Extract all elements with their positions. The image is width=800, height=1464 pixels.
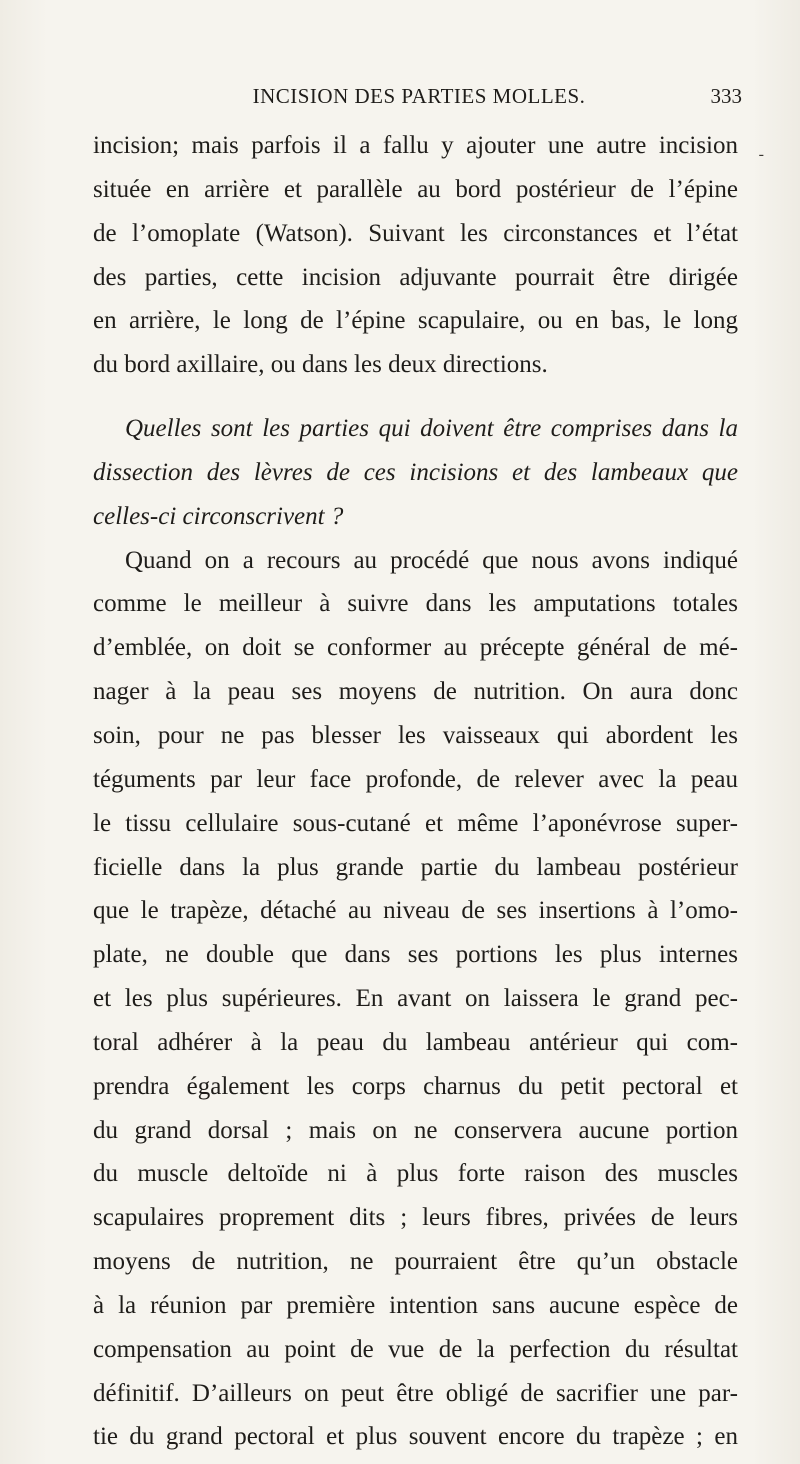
text-line: comme le meilleur à suivre dans les amputations totales xyxy=(93,590,738,618)
paragraph-continuation xyxy=(93,124,738,387)
text-line: du grand dorsal ; mais on ne conservera aucune portion xyxy=(93,1116,738,1144)
page-number: 333 xyxy=(710,84,742,108)
text-line: moyens de nutrition, ne pourraient être qu’un obstacle xyxy=(93,1248,738,1276)
body-text xyxy=(93,124,738,1459)
question-line: dissection des lèvres de ces incisions et des lambeaux que xyxy=(93,458,738,486)
question-heading xyxy=(93,407,738,539)
text-line: d’emblée, on doit se conformer au précepte général de mé- xyxy=(93,634,738,662)
text-line: prendra également les corps charnus du petit pectoral et xyxy=(93,1072,738,1100)
paragraph-gap xyxy=(93,387,738,407)
text-line: le tissu cellulaire sous-cutané et même l’aponévrose super- xyxy=(93,809,738,837)
text-line: téguments par leur face profonde, de relever avec la peau xyxy=(93,765,738,793)
text-line: du muscle deltoïde ni à plus forte raison des muscles xyxy=(93,1160,738,1188)
text-line: Quand on a recours au procédé que nous avons indiqué xyxy=(125,546,738,574)
running-title: INCISION DES PARTIES MOLLES. xyxy=(252,84,586,108)
text-line: scapulaires proprement dits ; leurs fibres, privées de leurs xyxy=(93,1204,738,1232)
margin-mark: - xyxy=(758,146,764,163)
text-line: en arrière, le long de l’épine scapulaire, ou en bas, le long xyxy=(93,307,738,335)
text-line: que le trapèze, détaché au niveau de ses insertions à l’omo- xyxy=(93,897,738,925)
text-line: du bord axillaire, ou dans les deux directions. xyxy=(93,351,548,379)
text-line: nager à la peau ses moyens de nutrition. On aura donc xyxy=(93,678,738,706)
text-line: de l’omoplate (Watson). Suivant les circonstances et l’état xyxy=(93,219,738,247)
text-line: des parties, cette incision adjuvante pourrait être dirigée xyxy=(93,263,738,291)
text-line: compensation au point de vue de la perfection du résultat xyxy=(93,1335,738,1363)
text-line: et les plus supérieures. En avant on laissera le grand pec- xyxy=(93,985,738,1013)
text-line: toral adhérer à la peau du lambeau antérieur qui com- xyxy=(93,1028,738,1056)
text-line: à la réunion par première intention sans aucune espèce de xyxy=(93,1291,738,1319)
text-line: ficielle dans la plus grande partie du lambeau postérieur xyxy=(93,853,738,881)
text-line: située en arrière et parallèle au bord postérieur de l’épine xyxy=(93,175,738,203)
text-line: soin, pour ne pas blesser les vaisseaux qui abordent les xyxy=(93,721,738,749)
running-head xyxy=(96,84,742,114)
text-line: définitif. D’ailleurs on peut être obligé de sacrifier une par- xyxy=(93,1379,738,1407)
text-line: tie du grand pectoral et plus souvent encore du trapèze ; en xyxy=(93,1423,738,1451)
text-line: incision; mais parfois il a fallu y ajouter une autre incision xyxy=(93,132,738,159)
paragraph-answer xyxy=(93,539,738,1460)
question-line: Quelles sont les parties qui doivent être comprises dans la xyxy=(125,415,738,443)
question-line: celles-ci circonscrivent ? xyxy=(93,502,344,530)
text-line: plate, ne double que dans ses portions les plus internes xyxy=(93,941,738,969)
